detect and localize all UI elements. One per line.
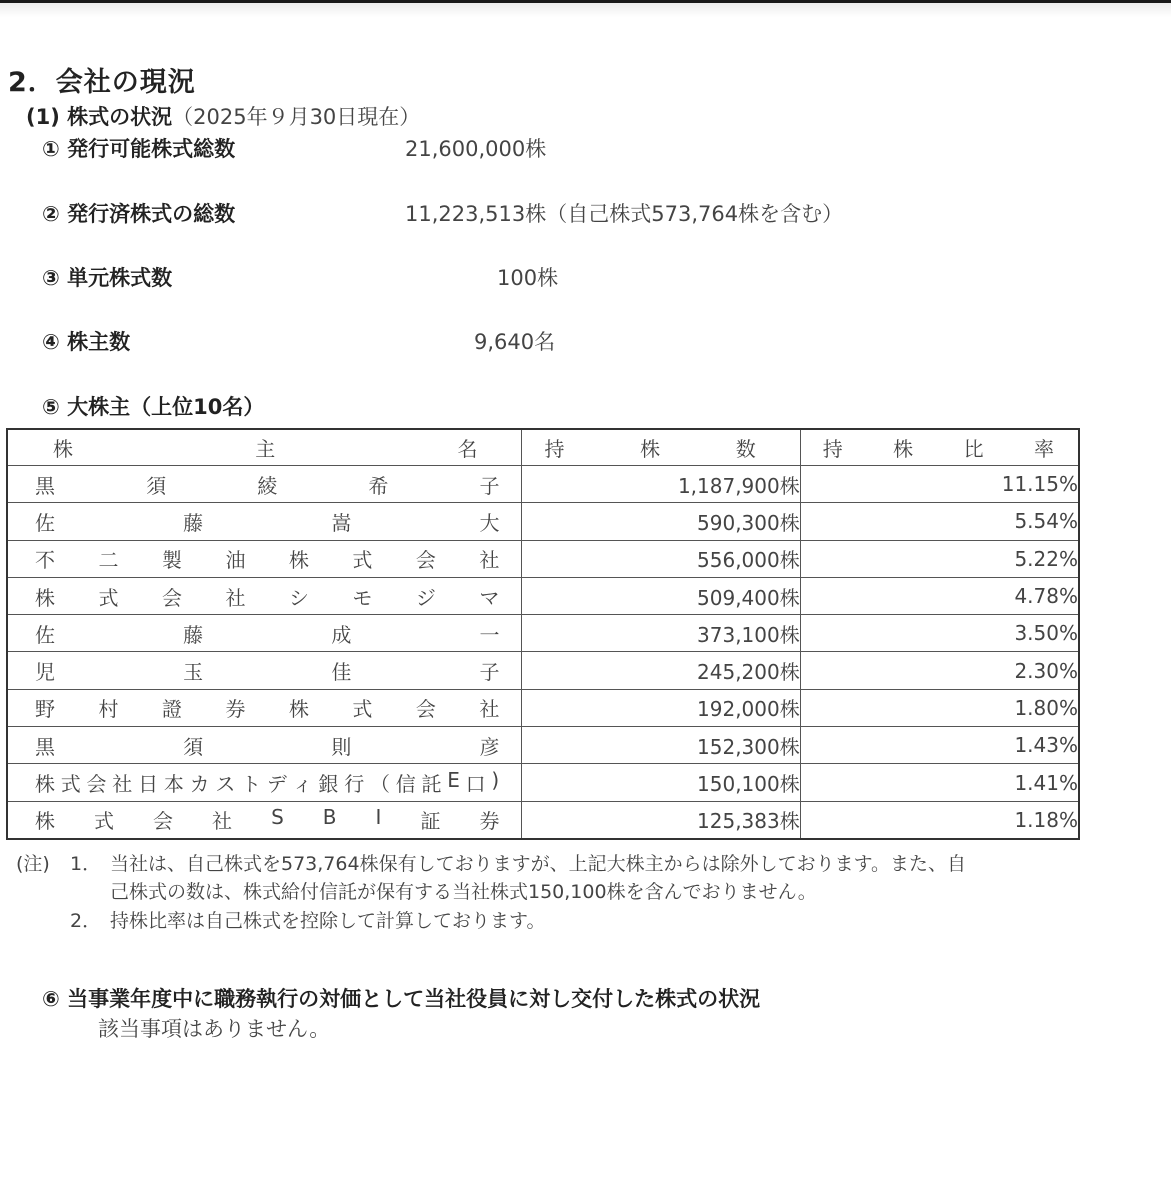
name-char: 行 xyxy=(344,772,365,797)
shares-held: 150,100株 xyxy=(522,764,800,801)
major-shareholders-table xyxy=(6,428,1080,840)
shareholder-name-spread xyxy=(8,619,521,648)
note-prefix: (注) xyxy=(16,853,50,875)
name-char: 綾 xyxy=(257,473,278,498)
shareholder-name xyxy=(7,466,522,503)
name-char: 黒 xyxy=(35,473,55,498)
subsection-heading xyxy=(26,101,420,131)
ownership-ratio: 5.22% xyxy=(800,540,1079,577)
name-char: 日 xyxy=(138,772,159,797)
name-char: ジ xyxy=(415,585,436,610)
shareholder-name xyxy=(7,577,522,614)
name-char: ィ xyxy=(292,772,313,797)
table-row xyxy=(7,466,1079,503)
shareholder-name-spread xyxy=(8,731,521,760)
name-char: 一 xyxy=(479,622,500,647)
section6-body: 該当事項はありません。 xyxy=(98,1017,331,1041)
shareholder-name xyxy=(7,540,522,577)
shares-held: 556,000株 xyxy=(522,540,800,577)
header-char: 主 xyxy=(255,437,276,461)
shares-held: 125,383株 xyxy=(522,801,800,839)
name-char: 須 xyxy=(183,734,204,759)
ownership-ratio: 1.43% xyxy=(800,727,1079,764)
name-char: モ xyxy=(352,585,373,610)
name-char: ス xyxy=(215,772,236,797)
name-char: S xyxy=(271,805,284,830)
name-char: B xyxy=(322,805,337,830)
ownership-ratio: 11.15% xyxy=(800,466,1079,503)
name-char: 藤 xyxy=(183,510,204,535)
name-char: 玉 xyxy=(183,660,204,685)
ownership-ratio: 3.50% xyxy=(800,615,1079,652)
header-char: 株 xyxy=(893,437,914,461)
shareholder-name xyxy=(7,652,522,689)
name-char: 大 xyxy=(479,510,500,535)
name-char: 佐 xyxy=(35,510,55,535)
name-char: 不 xyxy=(35,548,55,573)
section-title: 2．会社の現況 xyxy=(8,67,196,98)
name-char: 佐 xyxy=(35,622,55,647)
shareholder-name-spread xyxy=(8,768,521,797)
shareholder-name-spread xyxy=(8,805,521,834)
ownership-ratio: 1.80% xyxy=(800,689,1079,726)
shares-held: 152,300株 xyxy=(522,727,800,764)
name-char: 社 xyxy=(225,585,246,610)
ownership-ratio: 1.41% xyxy=(800,764,1079,801)
subsection-label: (1) 株式の状況 xyxy=(26,105,173,129)
name-char: 須 xyxy=(146,473,167,498)
table-row xyxy=(7,503,1079,540)
name-char: 成 xyxy=(331,622,352,647)
item-label-shareholder-count: ④ 株主数 xyxy=(42,330,131,354)
shareholder-name-spread xyxy=(8,693,521,722)
note-2-line-1: 持株比率は自己株式を控除して計算しております。 xyxy=(110,910,546,932)
header-ratio-spread xyxy=(801,433,1078,462)
shares-held: 1,187,900株 xyxy=(522,466,800,503)
table-row xyxy=(7,577,1079,614)
table-row xyxy=(7,652,1079,689)
table-row xyxy=(7,689,1079,726)
note-1-line-2: 己株式の数は、株式給付信託が保有する当社株式150,100株を含んでおりません。 xyxy=(110,881,817,903)
name-char: 黒 xyxy=(35,734,55,759)
window-top-shadow xyxy=(0,3,1171,17)
name-char: 株 xyxy=(35,809,55,834)
header-name xyxy=(7,429,522,466)
shareholder-name xyxy=(7,801,522,839)
name-char: 二 xyxy=(98,548,119,573)
shareholder-name-spread xyxy=(8,582,521,611)
shareholder-name-spread xyxy=(8,544,521,573)
name-char: 社 xyxy=(479,548,500,573)
name-char: 油 xyxy=(225,548,246,573)
name-char: 証 xyxy=(420,809,441,834)
table-row xyxy=(7,764,1079,801)
name-char: 信 xyxy=(395,772,416,797)
table-row xyxy=(7,540,1079,577)
name-char: （ xyxy=(369,772,390,797)
ownership-ratio: 2.30% xyxy=(800,652,1079,689)
name-char: シ xyxy=(288,585,309,610)
shares-held: 509,400株 xyxy=(522,577,800,614)
table-header-row xyxy=(7,429,1079,466)
table-row xyxy=(7,801,1079,839)
name-char: 株 xyxy=(288,548,309,573)
header-char: 株 xyxy=(640,437,661,461)
name-char: 株 xyxy=(35,585,55,610)
name-char: 希 xyxy=(368,473,389,498)
name-char: ト xyxy=(241,772,262,797)
header-char: 株 xyxy=(53,437,73,461)
header-shares-spread xyxy=(522,433,799,462)
table-body xyxy=(7,466,1079,839)
item-label-authorized-shares: ① 発行可能株式総数 xyxy=(42,137,236,161)
ownership-ratio: 4.78% xyxy=(800,577,1079,614)
item-value-authorized-shares: 21,600,000株 xyxy=(405,137,547,161)
header-char: 率 xyxy=(1034,437,1054,461)
table-row xyxy=(7,727,1079,764)
ownership-ratio: 1.18% xyxy=(800,801,1079,839)
name-char: 式 xyxy=(94,809,115,834)
name-char: 株 xyxy=(288,697,309,722)
shares-held: 590,300株 xyxy=(522,503,800,540)
name-char: 野 xyxy=(35,697,55,722)
major-shareholders-title: ⑤ 大株主（上位10名） xyxy=(42,395,265,419)
name-char: カ xyxy=(189,772,210,797)
note-1-line-1: 当社は、自己株式を573,764株保有しておりますが、上記大株主からは除外しております。また、自 xyxy=(110,853,967,875)
table-row xyxy=(7,615,1079,652)
name-char: 彦 xyxy=(479,734,500,759)
ownership-ratio: 5.54% xyxy=(800,503,1079,540)
name-char: 会 xyxy=(86,772,107,797)
name-char: 式 xyxy=(60,772,81,797)
note-1-number: 1． xyxy=(70,853,102,875)
name-char: 製 xyxy=(161,548,182,573)
shares-held: 373,100株 xyxy=(522,615,800,652)
name-char: 会 xyxy=(161,585,182,610)
name-char: 本 xyxy=(163,772,184,797)
shares-held: 192,000株 xyxy=(522,689,800,726)
name-char: 券 xyxy=(479,809,500,834)
shareholder-name xyxy=(7,727,522,764)
shareholder-name xyxy=(7,615,522,652)
item-label-issued-shares: ② 発行済株式の総数 xyxy=(42,202,236,226)
name-char: 社 xyxy=(212,809,233,834)
header-char: 名 xyxy=(457,437,478,461)
header-char: 持 xyxy=(544,437,565,461)
header-ratio xyxy=(800,429,1079,466)
name-char: 子 xyxy=(479,660,500,685)
item-value-shareholder-count: 9,640名 xyxy=(474,330,556,354)
item-label-unit-shares: ③ 単元株式数 xyxy=(42,266,173,290)
shareholder-name-spread xyxy=(8,470,521,499)
name-char: I xyxy=(375,805,382,830)
header-char: 数 xyxy=(735,437,756,461)
name-char: 社 xyxy=(479,697,500,722)
shareholder-name-spread xyxy=(8,656,521,685)
shares-held: 245,200株 xyxy=(522,652,800,689)
name-char: 銀 xyxy=(318,772,339,797)
header-char: 比 xyxy=(963,437,984,461)
name-char: 佳 xyxy=(331,660,352,685)
name-char: 式 xyxy=(352,697,373,722)
name-char: 證 xyxy=(161,697,182,722)
name-char: 口 xyxy=(465,772,486,797)
name-char: 社 xyxy=(112,772,133,797)
name-char: 子 xyxy=(479,473,500,498)
name-char: 藤 xyxy=(183,622,204,647)
name-char: 式 xyxy=(352,548,373,573)
item-value-issued-shares: 11,223,513株（自己株式573,764株を含む） xyxy=(405,202,844,226)
name-char: 児 xyxy=(35,660,55,685)
name-char: E xyxy=(447,768,460,793)
shareholder-name-spread xyxy=(8,507,521,536)
name-char: デ xyxy=(266,772,287,797)
header-shares xyxy=(522,429,800,466)
name-char: 村 xyxy=(98,697,119,722)
name-char: 会 xyxy=(415,548,436,573)
name-char: 嵩 xyxy=(331,510,352,535)
name-char: 会 xyxy=(153,809,174,834)
shareholder-name xyxy=(7,764,522,801)
name-char: 券 xyxy=(225,697,246,722)
item-value-unit-shares: 100株 xyxy=(497,266,559,290)
header-name-spread xyxy=(8,433,521,462)
shareholder-name xyxy=(7,689,522,726)
name-char: マ xyxy=(479,585,500,610)
section6-title: ⑥ 当事業年度中に職務執行の対価として当社役員に対し交付した株式の状況 xyxy=(42,987,761,1011)
note-2-number: 2． xyxy=(70,910,102,932)
name-char: 会 xyxy=(415,697,436,722)
name-char: 託 xyxy=(421,772,442,797)
shareholder-name xyxy=(7,503,522,540)
name-char: 則 xyxy=(331,734,352,759)
name-char: ) xyxy=(491,768,500,793)
subsection-date: （2025年９月30日現在） xyxy=(172,105,421,129)
name-char: 株 xyxy=(35,772,55,797)
header-char: 持 xyxy=(822,437,843,461)
name-char: 式 xyxy=(98,585,119,610)
